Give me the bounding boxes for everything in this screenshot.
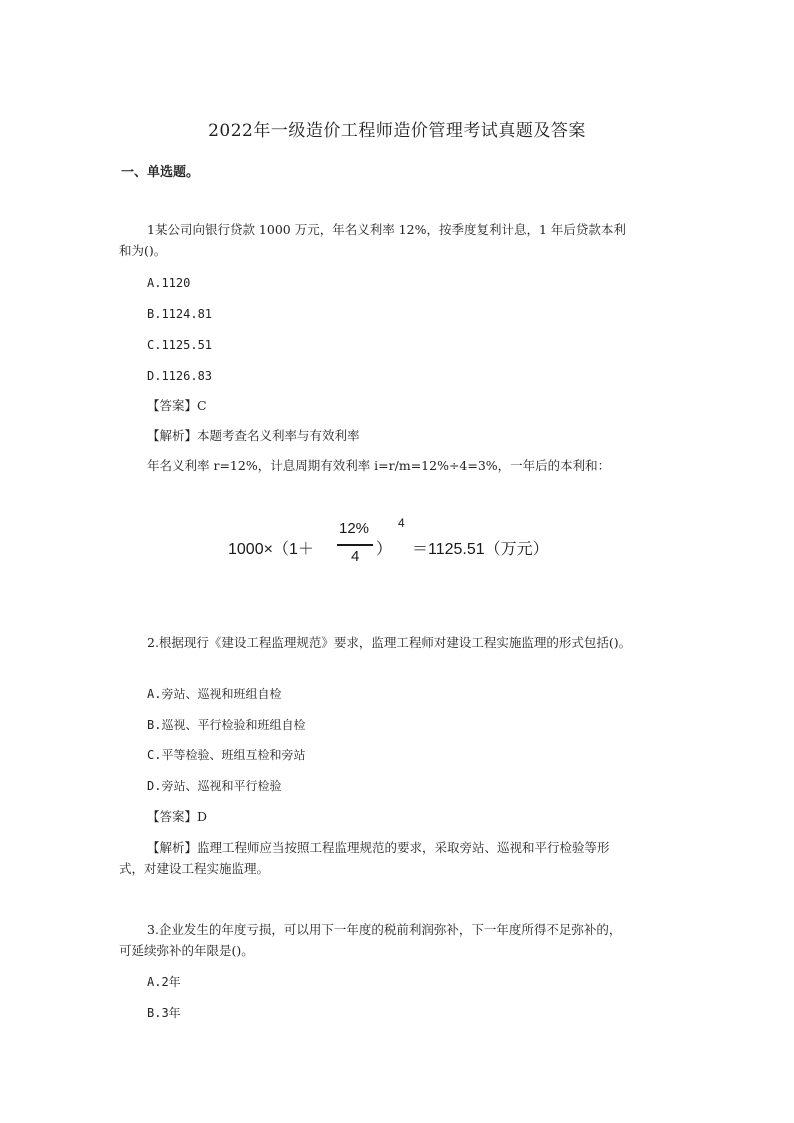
question-1-option-d: D.1126.83 <box>147 369 213 383</box>
page-title: 2022年一级造价工程师造价管理考试真题及答案 <box>208 121 586 141</box>
section-heading: 一、单选题。 <box>121 165 200 180</box>
formula-close-paren: ） <box>376 541 393 558</box>
question-2-stem: 2.根据现行《建设工程监理规范》要求，监理工程师对建设工程实施监理的形式包括()。 <box>147 635 632 650</box>
question-2-option-a: A.旁站、巡视和班组自检 <box>147 687 282 701</box>
question-3-stem: 3.企业发生的年度亏损，可以用下一年度的税前利润弥补，下一年度所得不足弥补的， <box>147 922 622 937</box>
question-1-explanation: 年名义利率 r=12%，计息周期有效利率 i=r/m=12%÷4=3%，一年后的本利和： <box>147 458 611 473</box>
formula-left: 1000×（1＋ <box>228 541 314 558</box>
question-1-stem: 1某公司向银行贷款 1000 万元，年名义利率 12%，按季度复利计息，1 年后贷款本利 <box>147 222 626 237</box>
question-3-option-b: B.3年 <box>147 1006 181 1020</box>
question-2-option-d: D.旁站、巡视和平行检验 <box>147 779 282 793</box>
question-1-option-c: C.1125.51 <box>147 338 213 352</box>
formula-numerator: 12% <box>339 520 370 537</box>
question-1-option-b: B.1124.81 <box>147 307 213 321</box>
fraction-bar <box>337 544 373 546</box>
formula-exponent: 4 <box>398 516 405 530</box>
question-3-stem-cont: 可延续弥补的年限是()。 <box>119 943 254 958</box>
question-1-answer: 【答案】C <box>147 398 207 413</box>
question-3-option-a: A.2年 <box>147 975 181 989</box>
question-2-analysis-cont: 式，对建设工程实施监理。 <box>119 861 270 876</box>
question-1-stem-cont: 和为()。 <box>119 243 167 258</box>
question-1-analysis: 【解析】本题考查名义利率与有效利率 <box>147 428 360 443</box>
question-2-analysis: 【解析】监理工程师应当按照工程监理规范的要求，采取旁站、巡视和平行检验等形 <box>147 840 610 855</box>
question-2-option-c: C.平等检验、班组互检和旁站 <box>147 748 306 762</box>
question-2-answer: 【答案】D <box>147 809 208 824</box>
question-1-option-a: A.1120 <box>147 276 191 290</box>
question-2-option-b: B.巡视、平行检验和班组自检 <box>147 718 306 732</box>
formula-right: ＝1125.51（万元） <box>412 541 549 558</box>
formula-denominator: 4 <box>351 548 360 565</box>
